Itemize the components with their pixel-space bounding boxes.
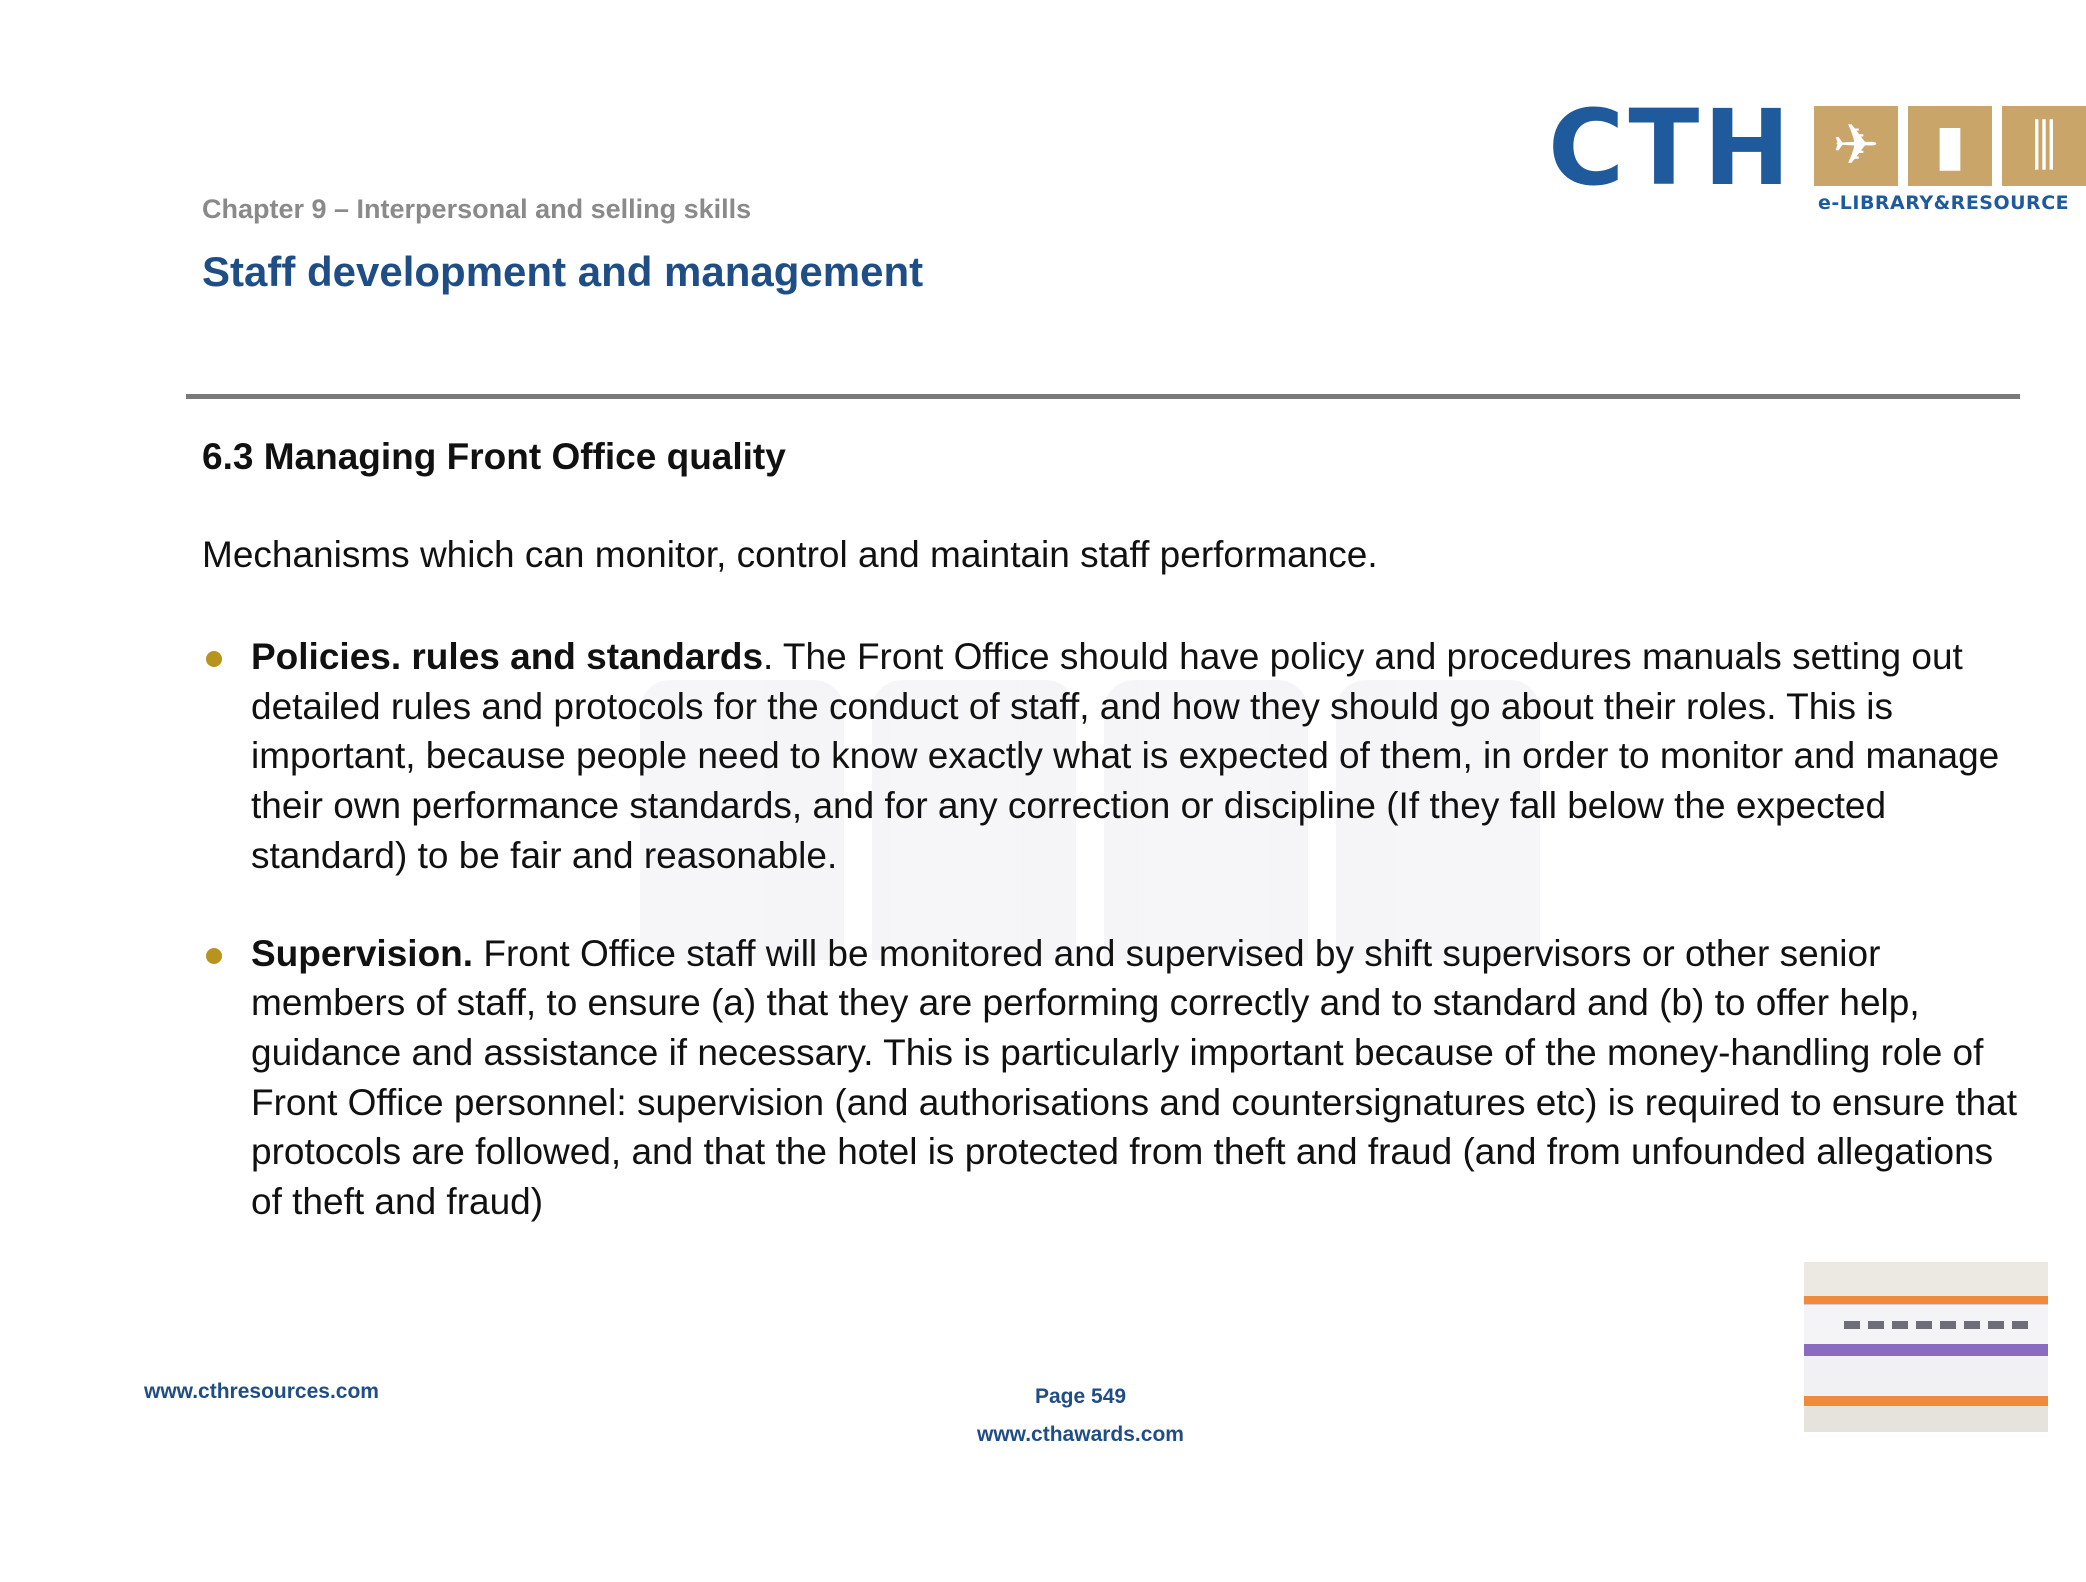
header-divider	[186, 394, 2020, 399]
chapter-label: Chapter 9 – Interpersonal and selling skills	[202, 194, 752, 224]
intro-text: Mechanisms which can monitor, control and maintain staff performance.	[202, 534, 1378, 575]
list-item	[202, 632, 2022, 881]
list-item	[202, 929, 2022, 1227]
bullet-lead: Policies. rules and standards	[251, 636, 764, 677]
section-heading: 6.3 Managing Front Office quality	[202, 436, 786, 477]
fork-icon: ⫼	[2002, 106, 2086, 186]
page-title: Staff development and management	[202, 248, 924, 295]
bullet-dot-icon	[206, 948, 222, 964]
bullet-list	[202, 632, 2022, 1275]
bullet-text: Front Office staff will be monitored and supervised by shift supervisors or other senior members of staff, to ensure (a) that they are performing correctly and to standard and (b) to offer help, guidance and assistance if necessary. This is particularly important because of the money-handling role of Front Office personnel: supervision (and authorisations and countersignatures etc) is required to ensure that protocols are followed, and that the hotel is protected from theft and fraud (and from unfounded allegations of theft and fraud)	[251, 932, 2018, 1223]
book-stack-icon	[1804, 1262, 2048, 1432]
cth-logo	[1548, 87, 2070, 216]
bullet-lead: Supervision.	[251, 932, 474, 974]
logo-tagline: e-LIBRARY&RESOURCE	[1818, 192, 2070, 214]
footer-awards-link[interactable]: www.cthawards.com	[977, 1423, 1184, 1446]
logo-letters: CTH	[1548, 87, 1795, 209]
bullet-text: . The Front Office should have policy and procedures manuals setting out detailed rules and protocols for the conduct of staff, and how they should go about their roles. This is important, because people need to know exactly what is expected of them, in order to monitor and manage their own performance standards, and for any correction or discipline (If they fall below the expected standard) to be fair and reasonable.	[251, 636, 2000, 876]
page-number: Page 549	[1035, 1385, 1127, 1408]
building-icon: ▮	[1908, 106, 1992, 186]
plane-icon: ✈	[1814, 106, 1898, 186]
bullet-dot-icon	[206, 651, 222, 667]
footer-resources-link[interactable]: www.cthresources.com	[144, 1380, 379, 1403]
